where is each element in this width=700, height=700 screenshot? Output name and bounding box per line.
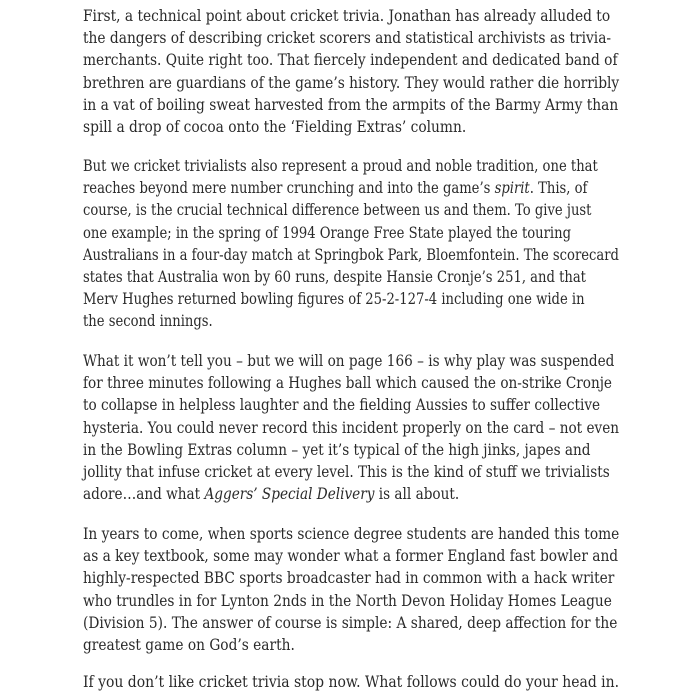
text-line (83, 483, 619, 505)
text-line: states that Australia won by 60 runs, despite Hansie Cronje’s 251, and that (83, 267, 586, 287)
text-segment: adore…and what (83, 484, 201, 504)
text-segment: . This, of (529, 178, 588, 198)
text-line: the dangers of describing cricket scorers and statistical archivists as trivia- (83, 28, 612, 48)
text-line: merchants. Quite right too. That fiercely independent and dedicated band of (83, 50, 618, 70)
text-line: Merv Hughes returned bowling figures of 25-2-127-4 including one wide in (83, 289, 585, 309)
paragraph-1 (83, 5, 698, 138)
paragraph-5 (83, 671, 690, 693)
text-line: in a vat of boiling sweat harvested from the armpits of the Barmy Army than (83, 94, 619, 114)
text-line: for three minutes following a Hughes ball which caused the on-strike Cronje (83, 373, 612, 393)
text-line: In years to come, when sports science degree students are handed this tome (83, 524, 620, 543)
text-line: First, a technical point about cricket trivia. Jonathan has already alluded to (83, 6, 611, 25)
text-segment: is all about. (378, 484, 460, 504)
text-line: the second innings. (83, 311, 213, 331)
text-line: brethren are guardians of the game’s history. They would rather die horribly (83, 72, 620, 92)
emphasis-book-title: Aggers’ Special Delivery (204, 484, 375, 504)
text-line: jollity that infuse cricket at every level. This is the kind of stuff we trivialists (83, 462, 610, 482)
text-line: spill a drop of cocoa onto the ‘Fielding Extras’ column. (83, 117, 467, 137)
text-line: If you don’t like cricket trivia stop now. What follows could do your head in. (83, 672, 620, 691)
text-line (83, 177, 619, 199)
text-line: one example; in the spring of 1994 Orange Free State played the touring (83, 222, 572, 242)
text-line: in the Bowling Extras column – yet it’s typical of the high jinks, japes and (83, 439, 591, 459)
text-line: But we cricket trivialists also represent a proud and noble tradition, one that (83, 156, 598, 175)
text-line: course, is the crucial technical difference between us and them. To give just (83, 200, 592, 220)
text-line: as a key textbook, some may wonder what a former England fast bowler and (83, 546, 619, 566)
text-line: (Division 5). The answer of course is simple: A shared, deep affection for the (83, 612, 618, 632)
text-line: who trundles in for Lynton 2nds in the North Devon Holiday Homes League (83, 590, 612, 610)
paragraph-3 (83, 350, 700, 505)
paragraph-2 (83, 155, 700, 333)
text-segment: reaches beyond mere number crunching and into the game’s (83, 178, 491, 198)
text-line: What it won’t tell you – but we will on page 166 – is why play was suspended (83, 351, 615, 370)
text-line: highly-respected BBC sports broadcaster had in common with a hack writer (83, 568, 615, 588)
text-line: Australians in a four-day match at Springbok Park, Bloemfontein. The scorecard (83, 244, 619, 264)
paragraph-4 (83, 523, 699, 656)
text-line: to collapse in helpless laughter and the fielding Aussies to suffer collective (83, 395, 601, 415)
text-line: greatest game on God’s earth. (83, 635, 295, 655)
emphasis-spirit: spirit (494, 178, 530, 198)
text-line: hysteria. You could never record this incident properly on the card – not even (83, 417, 620, 437)
